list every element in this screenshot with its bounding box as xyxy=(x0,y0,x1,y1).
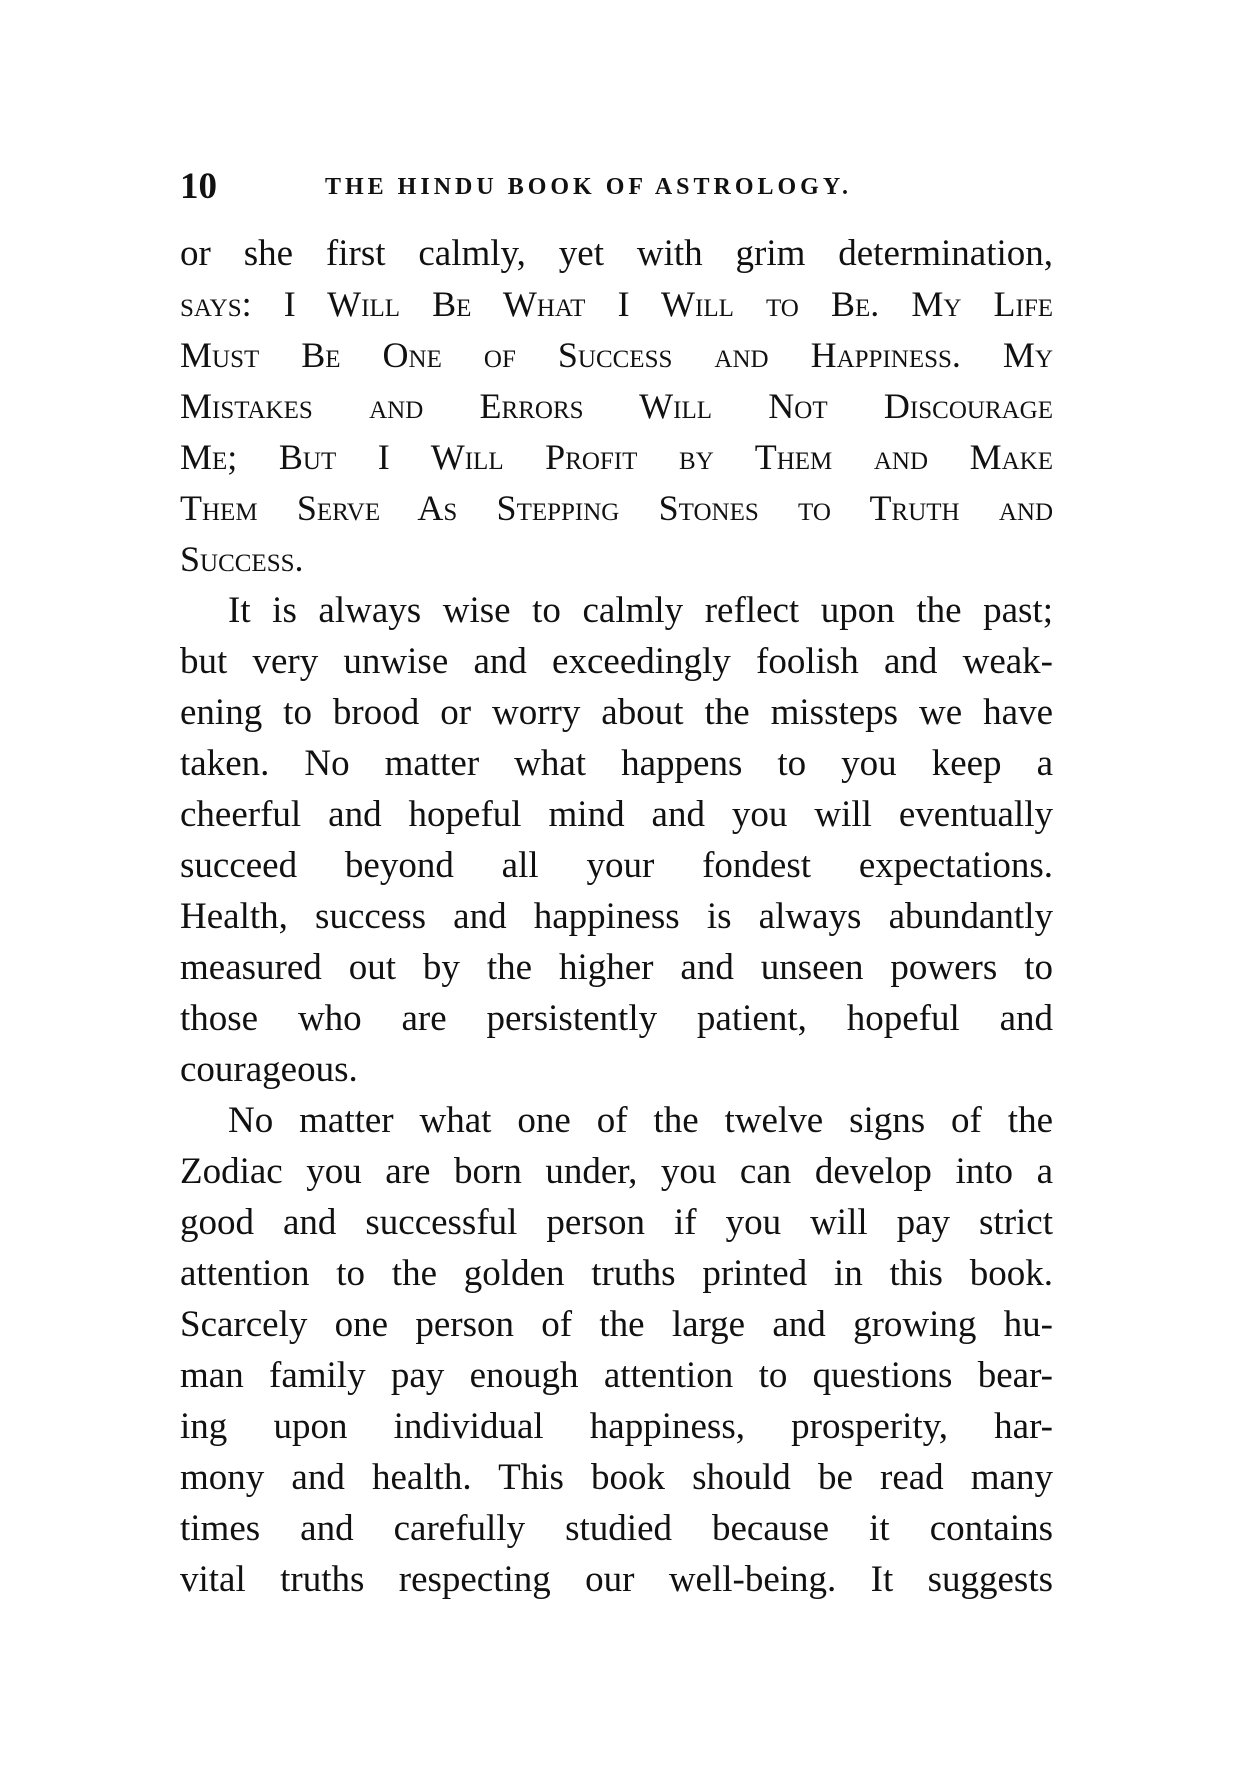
text-line: ening to brood or worry about the missteps we have xyxy=(180,692,1053,733)
text-line: No matter what one of the twelve signs of the xyxy=(228,1100,1053,1141)
text-line: cheerful and hopeful mind and you will eventually xyxy=(180,794,1053,835)
paragraph-2 xyxy=(180,585,1053,1095)
running-head: THE HINDU BOOK OF ASTROLOGY. xyxy=(325,174,852,200)
text-line: Mistakes and Errors Will Not Discourage xyxy=(180,386,1053,426)
text-line: times and carefully studied because it contains xyxy=(180,1508,1053,1549)
page-number: 10 xyxy=(180,166,217,207)
text-line: mony and health. This book should be read many xyxy=(180,1457,1053,1498)
text-line: attention to the golden truths printed in this book. xyxy=(180,1253,1053,1294)
text-line: those who are persistently patient, hopeful and xyxy=(180,998,1053,1039)
page-header xyxy=(180,162,1060,212)
body-text xyxy=(180,228,1053,1605)
text-line: taken. No matter what happens to you keep a xyxy=(180,743,1053,784)
text-line: vital truths respecting our well-being. It suggests xyxy=(180,1559,1053,1600)
text-line: Must Be One of Success and Happiness. My xyxy=(180,335,1053,375)
text-line: courageous. xyxy=(180,1049,358,1090)
text-line: man family pay enough attention to questions bear- xyxy=(180,1355,1053,1396)
text-line: or she first calmly, yet with grim determination, xyxy=(180,233,1053,274)
text-line: but very unwise and exceedingly foolish and weak- xyxy=(180,641,1053,682)
text-line: Health, success and happiness is always abundantly xyxy=(180,896,1053,937)
text-line: says: I Will Be What I Will to Be. My Life xyxy=(180,284,1053,324)
text-line: Zodiac you are born under, you can develop into a xyxy=(180,1151,1053,1192)
text-line: succeed beyond all your fondest expectations. xyxy=(180,845,1053,886)
paragraph-3 xyxy=(180,1095,1053,1605)
text-line: Success. xyxy=(180,539,304,579)
text-line: It is always wise to calmly reflect upon the past; xyxy=(228,590,1053,631)
text-line: Them Serve As Stepping Stones to Truth and xyxy=(180,488,1053,528)
text-line: Me; But I Will Profit by Them and Make xyxy=(180,437,1053,477)
text-line: ing upon individual happiness, prosperity, har- xyxy=(180,1406,1053,1447)
text-line: Scarcely one person of the large and growing hu- xyxy=(180,1304,1053,1345)
text-line: good and successful person if you will pay strict xyxy=(180,1202,1053,1243)
paragraph-1 xyxy=(180,228,1053,585)
text-line: measured out by the higher and unseen powers to xyxy=(180,947,1053,988)
